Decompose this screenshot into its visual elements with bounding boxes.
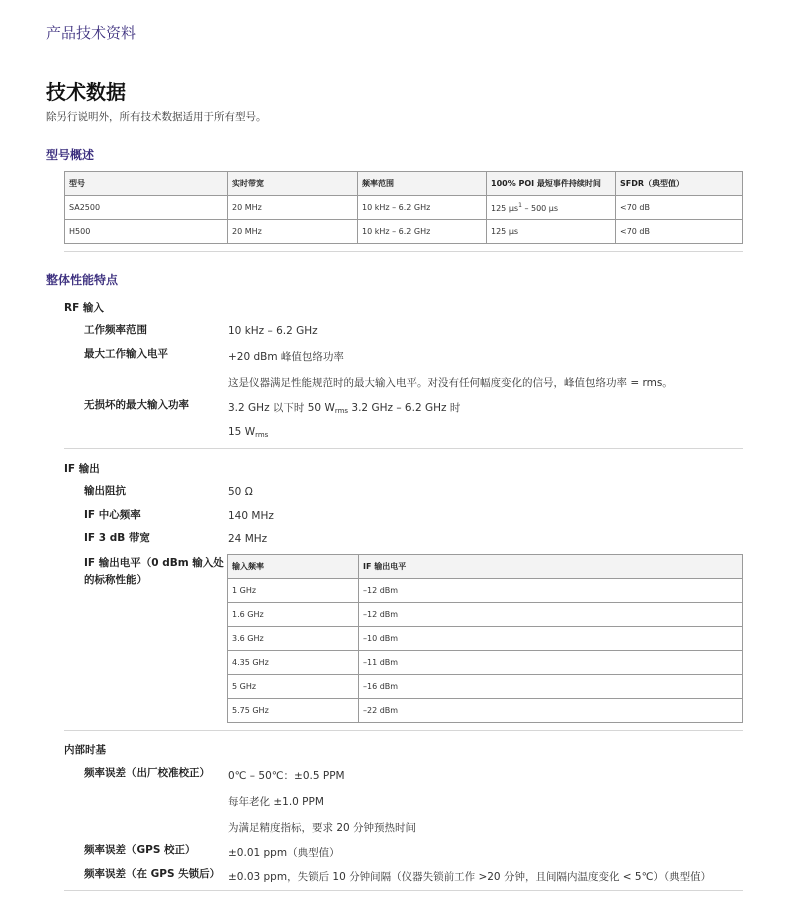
- timebase-factory-value-2: 每年老化 ±1.0 PPM: [228, 796, 324, 808]
- if-output-group-title: IF 输出: [64, 463, 100, 475]
- table-row: [65, 220, 743, 244]
- rf-damage2-text: 15 W: [228, 426, 256, 438]
- cell-input-freq: 1 GHz: [228, 579, 359, 603]
- cell-poi: [487, 196, 616, 220]
- models-table: [64, 171, 743, 244]
- cell-input-freq: 4.35 GHz: [228, 651, 359, 675]
- cell-if-level: –10 dBm: [359, 627, 743, 651]
- rms-subscript: rms: [334, 407, 349, 415]
- cell-if-level: –11 dBm: [359, 651, 743, 675]
- rf-damage-value-2: [228, 426, 268, 439]
- rf-input-group-title: RF 输入: [64, 302, 104, 314]
- if-level-label-line-2: 的标称性能）: [84, 574, 147, 586]
- table-row: [228, 603, 743, 627]
- column-header: IF 输出电平: [359, 555, 743, 579]
- table-row: [228, 699, 743, 723]
- if-impedance-value: 50 Ω: [228, 486, 253, 498]
- rf-damage-label: 无损坏的最大输入功率: [84, 399, 189, 411]
- cell-input-freq: 1.6 GHz: [228, 603, 359, 627]
- table-row: [228, 627, 743, 651]
- column-header: 100% POI 最短事件持续时间: [487, 172, 616, 196]
- timebase-unlock-value: ±0.03 ppm，失锁后 10 分钟间隔（仪器失锁前工作 >20 分钟，且间隔内温度变化 < 5℃）（典型值）: [228, 871, 712, 883]
- models-heading: 型号概述: [46, 148, 95, 162]
- rf-freq-value: 10 kHz – 6.2 GHz: [228, 325, 318, 337]
- if-impedance-label: 输出阻抗: [84, 485, 126, 497]
- rf-damage-value: [228, 400, 460, 415]
- timebase-group-title: 内部时基: [64, 744, 106, 756]
- timebase-gps-label: 频率误差（GPS 校正）: [84, 844, 196, 856]
- section-divider: [64, 890, 743, 891]
- cell-if-level: –22 dBm: [359, 699, 743, 723]
- column-header: 实时带宽: [228, 172, 358, 196]
- rf-freq-label: 工作频率范围: [84, 324, 147, 336]
- column-header: 频率范围: [358, 172, 487, 196]
- timebase-factory-value-3: 为满足精度指标，要求 20 分钟预热时间: [228, 822, 417, 834]
- section-divider: [64, 448, 743, 449]
- page-title: 技术数据: [46, 80, 126, 104]
- cell-if-level: –12 dBm: [359, 579, 743, 603]
- rf-max-level-value: +20 dBm 峰值包络功率: [228, 351, 344, 363]
- cell-range: 10 kHz – 6.2 GHz: [358, 196, 487, 220]
- section-divider: [64, 251, 743, 252]
- rf-damage-text: 3.2 GHz 以下时 50 W: [228, 402, 335, 414]
- cell-if-level: –16 dBm: [359, 675, 743, 699]
- section-divider: [64, 730, 743, 731]
- table-row: [228, 579, 743, 603]
- if-level-label-line-1: IF 输出电平（0 dBm 输入处: [84, 557, 224, 569]
- if-bandwidth-value: 24 MHz: [228, 533, 268, 545]
- if-level-table: [227, 554, 743, 723]
- timebase-factory-value-1: 0℃ – 50℃：±0.5 PPM: [228, 770, 345, 782]
- cell-bandwidth: 20 MHz: [228, 196, 358, 220]
- cell-sfdr: <70 dB: [616, 220, 743, 244]
- timebase-unlock-label: 频率误差（在 GPS 失锁后）: [84, 868, 221, 880]
- cell-bandwidth: 20 MHz: [228, 220, 358, 244]
- table-header-row: [65, 172, 743, 196]
- cell-input-freq: 5.75 GHz: [228, 699, 359, 723]
- table-row: [228, 675, 743, 699]
- timebase-gps-value: ±0.01 ppm（典型值）: [228, 847, 340, 859]
- rf-max-level-label: 最大工作输入电平: [84, 348, 168, 360]
- column-header: SFDR（典型值）: [616, 172, 743, 196]
- if-center-value: 140 MHz: [228, 510, 274, 522]
- poi-value: 125 µs: [491, 204, 519, 213]
- poi-value: 125 µs: [491, 227, 519, 236]
- rms-subscript: rms: [255, 431, 269, 439]
- perf-heading: 整体性能特点: [46, 273, 119, 287]
- cell-if-level: –12 dBm: [359, 603, 743, 627]
- poi-value-tail: – 500 µs: [521, 204, 559, 213]
- cell-model: SA2500: [65, 196, 228, 220]
- timebase-factory-label: 频率误差（出厂校准校正）: [84, 767, 210, 779]
- column-header: 型号: [65, 172, 228, 196]
- cell-range: 10 kHz – 6.2 GHz: [358, 220, 487, 244]
- column-header: 输入频率: [228, 555, 359, 579]
- cell-input-freq: 5 GHz: [228, 675, 359, 699]
- intro-text: 除另行说明外，所有技术数据适用于所有型号。: [46, 111, 267, 123]
- table-header-row: [228, 555, 743, 579]
- table-row: [65, 196, 743, 220]
- if-level-label: [84, 555, 224, 589]
- rf-max-level-note: 这是仪器满足性能规范时的最大输入电平。对没有任何幅度变化的信号，峰值包络功率 = rms。: [228, 377, 673, 389]
- cell-model: H500: [65, 220, 228, 244]
- cell-input-freq: 3.6 GHz: [228, 627, 359, 651]
- if-bandwidth-label: IF 3 dB 带宽: [84, 532, 150, 544]
- cell-sfdr: <70 dB: [616, 196, 743, 220]
- table-row: [228, 651, 743, 675]
- cell-poi: [487, 220, 616, 244]
- if-center-label: IF 中心频率: [84, 509, 141, 521]
- footnote-ref: 1: [518, 202, 522, 209]
- document-header-title: 产品技术资料: [46, 24, 137, 42]
- rf-damage-text-tail: 3.2 GHz – 6.2 GHz 时: [348, 402, 461, 414]
